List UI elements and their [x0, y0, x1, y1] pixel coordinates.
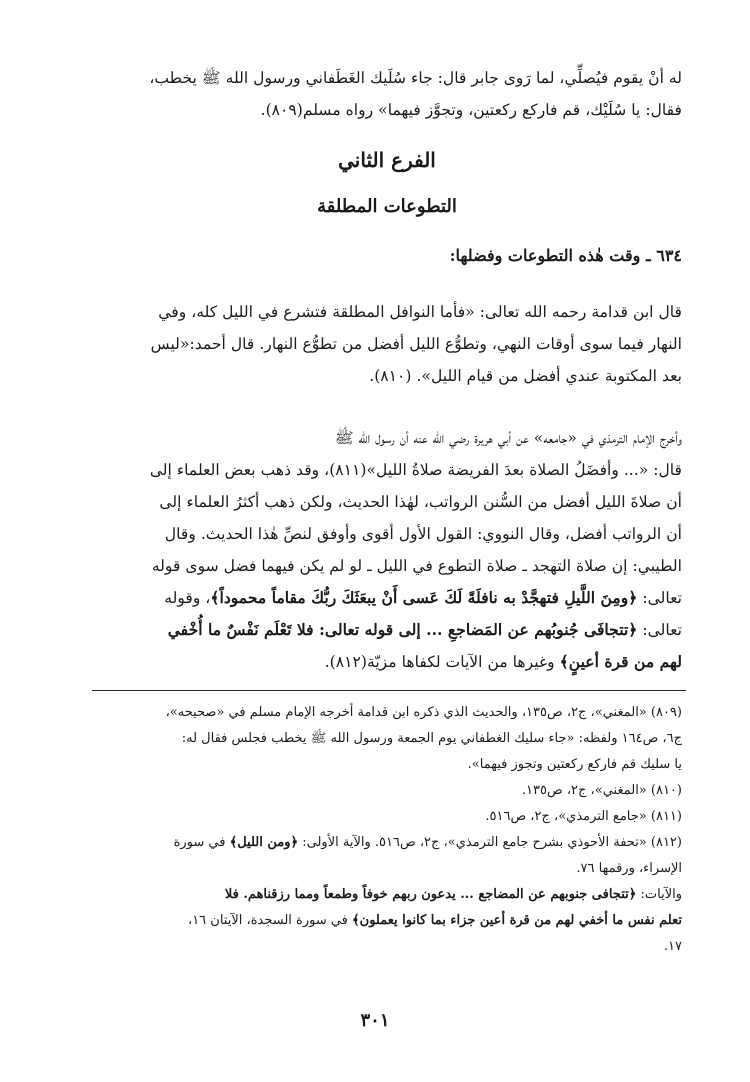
- text-span: تعالى:: [637, 589, 682, 607]
- footnote-809-cont: ج٦، ص١٦٤ ولفظه: «جاء سليك الغطفاني يوم الجمعة ورسول الله ﷺ يخطب فجلس فقال له:: [181, 731, 682, 746]
- footnote-812: [92, 830, 682, 856]
- footnote-812-cont: الإسراء، ورقمها ٧٦.: [576, 861, 682, 876]
- text-line: له أنْ يقوم فيُصلِّي، لما رَوى جابر قال: جاء سُلَيك الغَطَفاني ورسول الله ﷺ يخطب،: [149, 69, 682, 87]
- page-number: ٣٠١: [360, 1010, 390, 1031]
- quran-verse: ﴿ومن الليل﴾: [229, 835, 299, 850]
- quran-verse: ﴿تتجافَى جُنوبُهم عن المَضاجعِ ... إلى قوله تعالى: فلا تَعْلَم نَفْسٌ ما أُخْفي: [167, 620, 638, 639]
- footnote-811: (٨١١) «جامع الترمذي»، ج٢، ص٥١٦.: [485, 809, 682, 824]
- text-span: تعالى:: [637, 621, 682, 639]
- quran-verse: ﴿تتجافى جنوبهم عن المضاجع ... يدعون ربهم خوفاً وطمعاً ومما رزقناهم. فلا: [224, 887, 637, 902]
- text-span: ، وقوله: [164, 589, 211, 607]
- text-span: وغيرها من الآيات لكفاها مزيّة(٨١٢).: [324, 653, 560, 671]
- footnote-812-cont: ١٧.: [663, 939, 682, 954]
- footnote-separator: [92, 690, 686, 691]
- text-line: قال: «... وأفضَلُ الصلاة بعدَ الفريضة صلاةُ الليل»(٨١١)، وقد ذهب بعض العلماء إلى: [149, 461, 682, 479]
- text-line: قال ابن قدامة رحمه الله تعالى: «فأما النوافل المطلقة فتشرع في الليل كله، وفي: [158, 303, 682, 321]
- text-line: وأخرج الإمام الترمذي في «جامعه» عن أبي هريرة رضي الله عنه أن رسول الله ﷺ: [334, 429, 682, 447]
- text-line: أن الرواتب أفضل، وقال النووي: القول الأول أقوى وأوفق لنصِّ هٰذا الحديث. وقال: [164, 525, 682, 543]
- footnote-812-cont: [92, 882, 682, 908]
- text-line: أن صلاةَ الليل أفضل من السُّنن الرواتب، لهٰذا الحديث، ولكن ذهب أكثرُ العلماء إلى: [159, 493, 682, 511]
- text-span: في سورة: [173, 835, 230, 850]
- text-line: [92, 614, 682, 646]
- text-line: فقال: يا سُلَيْك، قم فاركع ركعتين، وتجوَّز فيهما» رواه مسلم(٨٠٩).: [260, 101, 682, 119]
- text-line: الطيبي: إن صلاة التهجد ـ صلاة التطوع في الليل ـ لو لم يكن فيهما فضل سوى قوله: [151, 557, 682, 575]
- footnote-809-cont: يا سليك قم فاركع ركعتين وتجوز فيهما».: [467, 757, 682, 772]
- chapter-heading: الفرع الثاني: [338, 148, 436, 172]
- paragraph-ibn-qudama: [92, 296, 682, 392]
- footnote-810: (٨١٠) «المغني»، ج٢، ص١٣٥.: [521, 783, 682, 798]
- section-title: ٦٣٤ ـ وقت هٰذه التطوعات وفضلها:: [449, 246, 682, 265]
- intro-paragraph: [92, 62, 682, 126]
- chapter-subheading: التطوعات المطلقة: [317, 196, 457, 217]
- quran-verse: تعلم نفس ما أخفي لهم من قرة أعين جزاء بما كانوا يعملون﴾: [352, 913, 682, 928]
- text-line: بعد المكتوبة عندي أفضل من قيام الليل». (٨١٠).: [369, 367, 682, 385]
- text-line: النهار فيما سوى أوقات النهي، وتطوُّع الليل أفضل من تطوُّع النهار. قال أحمد:«ليس: [150, 335, 682, 353]
- text-line: [92, 646, 682, 678]
- quran-verse: لهم من قرة أعينٍ﴾: [559, 652, 682, 671]
- footnote-812-cont: [92, 908, 682, 934]
- text-span: (٨١٢) «تحفة الأحوذي بشرح جامع الترمذي»، ج٢، ص٥١٦. والآية الأولى:: [298, 835, 682, 850]
- text-span: في سورة السجدة، الآيتان ١٦،: [187, 913, 353, 928]
- text-span: والآيات:: [636, 887, 682, 902]
- text-line: [92, 582, 682, 614]
- paragraph-tirmidhi: [92, 422, 682, 678]
- footnote-809: (٨٠٩) «المغني»، ج٢، ص١٣٥، والحديث الذي ذكره ابن قدامة أخرجه الإمام مسلم في «صحيحه»،: [165, 705, 682, 720]
- footnotes: [92, 700, 682, 960]
- quran-verse: ﴿ومِنَ اللَّيلِ فتهجَّدْ به نافلَةً لَكَ عَسى أَنْ يبعَثَكَ ربُّكَ مقاماً محموداً﴾: [210, 588, 638, 607]
